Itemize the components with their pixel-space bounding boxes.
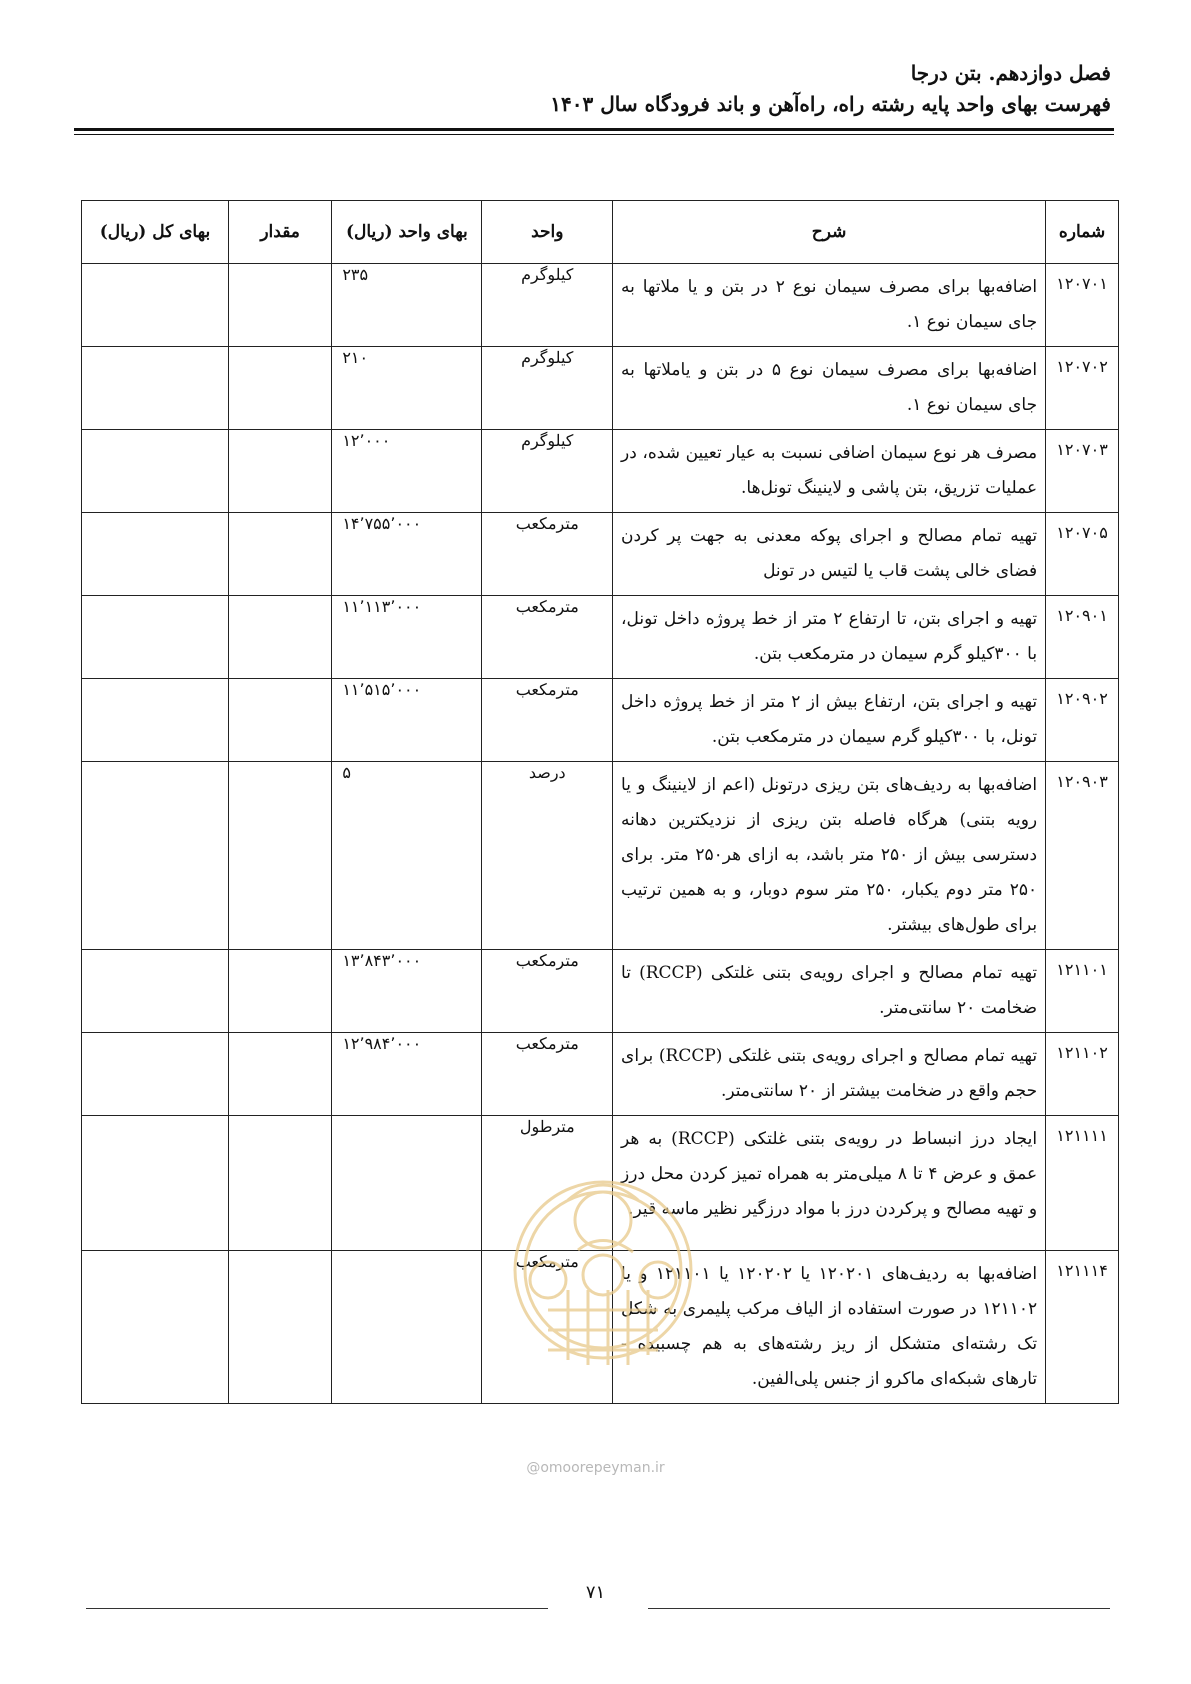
table-row — [82, 264, 1119, 347]
row-code: ۱۲۱۱۰۱ — [1046, 950, 1119, 1033]
column-header-description: شرح — [613, 201, 1046, 264]
column-header-unit: واحد — [482, 201, 613, 264]
row-quantity — [228, 596, 331, 679]
row-total-price — [82, 950, 229, 1033]
column-header-total-price: بهای کل (ریال) — [82, 201, 229, 264]
table-row — [82, 430, 1119, 513]
column-header-unit-price: بهای واحد (ریال) — [332, 201, 482, 264]
row-code: ۱۲۱۱۱۱ — [1046, 1116, 1119, 1251]
row-unit-price: ۲۳۵ — [332, 264, 482, 347]
table-row — [82, 950, 1119, 1033]
row-code: ۱۲۰۹۰۳ — [1046, 762, 1119, 950]
table-row — [82, 1033, 1119, 1116]
row-unit-price: ۵ — [332, 762, 482, 950]
row-code: ۱۲۰۷۰۵ — [1046, 513, 1119, 596]
row-description: تهیه تمام مصالح و اجرای پوکه معدنی به جهت پر کردن فضای خالی پشت قاب یا لتیس در تونل — [613, 513, 1046, 596]
row-unit-price: ۱۴٬۷۵۵٬۰۰۰ — [332, 513, 482, 596]
row-quantity — [228, 1251, 331, 1404]
table-row — [82, 347, 1119, 430]
row-quantity — [228, 264, 331, 347]
row-description: ایجاد درز انبساط در رویه‌ی بتنی غلتکی (RCCP) به هر عمق و عرض ۴ تا ۸ میلی‌متر به همراه تمیز کردن محل درز و تهیه مصالح و پرکردن درز با مواد درزگیر نظیر ماسه قیر. — [613, 1116, 1046, 1251]
table-row — [82, 513, 1119, 596]
row-unit: مترمکعب — [482, 1251, 613, 1404]
table-header-row — [82, 201, 1119, 264]
row-unit: مترمکعب — [482, 1033, 613, 1116]
row-quantity — [228, 950, 331, 1033]
row-unit-price: ۲۱۰ — [332, 347, 482, 430]
row-unit-price — [332, 1251, 482, 1404]
watermark-seal-icon — [508, 1160, 698, 1390]
row-unit-price: ۱۱٬۱۱۳٬۰۰۰ — [332, 596, 482, 679]
row-quantity — [228, 762, 331, 950]
row-description: اضافه‌بها به ردیف‌های ۱۲۰۲۰۱ یا ۱۲۰۲۰۲ یا ۱۲۱۱۰۱ و یا ۱۲۱۱۰۲ در صورت استفاده از الیاف مرکب پلیمری به شکل تک رشته‌ای متشکل از ریز رشته‌های به هم چسبیده - تارهای شبکه‌ای ماکرو از جنس پلی‌الفین. — [613, 1251, 1046, 1404]
row-quantity — [228, 513, 331, 596]
row-unit-price — [332, 1116, 482, 1251]
column-header-code: شماره — [1046, 201, 1119, 264]
row-total-price — [82, 264, 229, 347]
row-total-price — [82, 1033, 229, 1116]
row-unit: مترمکعب — [482, 513, 613, 596]
row-unit: مترمکعب — [482, 950, 613, 1033]
table-row — [82, 679, 1119, 762]
row-quantity — [228, 430, 331, 513]
row-code: ۱۲۰۷۰۲ — [1046, 347, 1119, 430]
row-total-price — [82, 1116, 229, 1251]
row-description: تهیه و اجرای بتن، تا ارتفاع ۲ متر از خط پروژه داخل تونل، با ۳۰۰کیلو گرم سیمان در مترمکعب بتن. — [613, 596, 1046, 679]
row-unit: مترطول — [482, 1116, 613, 1251]
row-code: ۱۲۰۹۰۲ — [1046, 679, 1119, 762]
page-number: ۷۱ — [585, 1582, 606, 1603]
row-code: ۱۲۰۷۰۳ — [1046, 430, 1119, 513]
row-unit: کیلوگرم — [482, 430, 613, 513]
header-rule-thin — [74, 134, 1114, 135]
row-description: اضافه‌بها برای مصرف سیمان نوع ۵ در بتن و یاملاتها به جای سیمان نوع ۱. — [613, 347, 1046, 430]
row-total-price — [82, 1251, 229, 1404]
footer-rule-left — [86, 1608, 548, 1609]
row-unit-price: ۱۱٬۵۱۵٬۰۰۰ — [332, 679, 482, 762]
row-description: تهیه تمام مصالح و اجرای رویه‌ی بتنی غلتکی (RCCP) برای حجم واقع در ضخامت بیشتر از ۲۰ سانتی‌متر. — [613, 1033, 1046, 1116]
row-total-price — [82, 347, 229, 430]
table-row — [82, 762, 1119, 950]
row-description: اضافه‌بها برای مصرف سیمان نوع ۲ در بتن و یا ملاتها به جای سیمان نوع ۱. — [613, 264, 1046, 347]
row-description: تهیه و اجرای بتن، ارتفاع بیش از ۲ متر از خط پروژه داخل تونل، با ۳۰۰کیلو گرم سیمان در مترمکعب بتن. — [613, 679, 1046, 762]
row-total-price — [82, 762, 229, 950]
row-quantity — [228, 1116, 331, 1251]
footer-rule-right — [648, 1608, 1110, 1609]
row-unit: درصد — [482, 762, 613, 950]
website-watermark: @omoorepeyman.ir — [526, 1460, 665, 1476]
row-unit: کیلوگرم — [482, 347, 613, 430]
row-description: تهیه تمام مصالح و اجرای رویه‌ی بتنی غلتکی (RCCP) تا ضخامت ۲۰ سانتی‌متر. — [613, 950, 1046, 1033]
column-header-quantity: مقدار — [228, 201, 331, 264]
row-code: ۱۲۱۱۰۲ — [1046, 1033, 1119, 1116]
row-total-price — [82, 679, 229, 762]
document-subtitle: فهرست بهای واحد پایه رشته راه، راه‌آهن و باند فرودگاه سال ۱۴۰۳ — [550, 92, 1111, 116]
row-unit: مترمکعب — [482, 679, 613, 762]
page-header — [550, 58, 1111, 120]
row-code: ۱۲۰۹۰۱ — [1046, 596, 1119, 679]
row-quantity — [228, 347, 331, 430]
row-code: ۱۲۱۱۱۴ — [1046, 1251, 1119, 1404]
row-unit-price: ۱۲٬۰۰۰ — [332, 430, 482, 513]
chapter-title: فصل دوازدهم. بتن درجا — [910, 61, 1111, 85]
table-row — [82, 596, 1119, 679]
header-rule-thick — [74, 128, 1114, 131]
row-unit-price: ۱۳٬۸۴۳٬۰۰۰ — [332, 950, 482, 1033]
row-total-price — [82, 596, 229, 679]
row-quantity — [228, 679, 331, 762]
row-description: مصرف هر نوع سیمان اضافی نسبت به عیار تعیین شده، در عملیات تزریق، بتن پاشی و لاینینگ تونل‌ها. — [613, 430, 1046, 513]
row-unit-price: ۱۲٬۹۸۴٬۰۰۰ — [332, 1033, 482, 1116]
row-total-price — [82, 430, 229, 513]
row-unit: مترمکعب — [482, 596, 613, 679]
row-code: ۱۲۰۷۰۱ — [1046, 264, 1119, 347]
row-unit: کیلوگرم — [482, 264, 613, 347]
row-quantity — [228, 1033, 331, 1116]
row-description: اضافه‌بها به ردیف‌های بتن ریزی درتونل (اعم از لاینینگ و یا رویه بتنی) هرگاه فاصله بتن ریزی از نزدیکترین دهانه دسترسی بیش از ۲۵۰ متر باشد، به ازای هر۲۵۰ متر. برای ۲۵۰ متر دوم یکبار، ۲۵۰ متر سوم دوبار، و به همین ترتیب برای طول‌های بیشتر. — [613, 762, 1046, 950]
row-total-price — [82, 513, 229, 596]
